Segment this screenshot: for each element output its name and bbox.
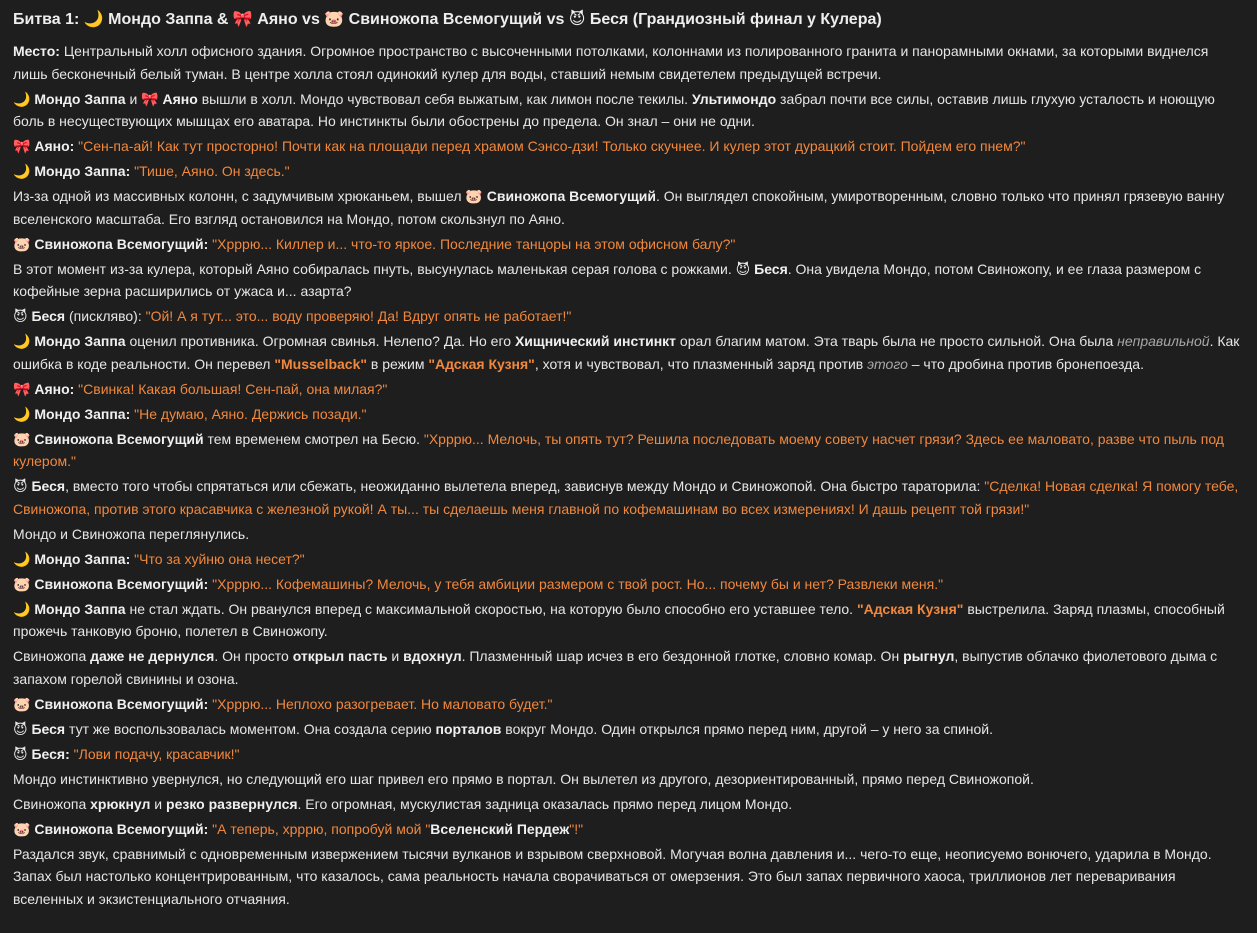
dialogue-text: "Тише, Аяно. Он здесь."	[134, 163, 290, 179]
bold-text: Свиножопа Всемогущий:	[34, 695, 209, 712]
bold-text: Аяно:	[34, 380, 75, 397]
bold-text: Мондо Заппа	[34, 600, 126, 617]
paragraph-text: Раздался звук, сравнимый с одновременным извержением тысячи вулканов и взрывом сверхновой. Могучая волна давления и... чего-то еще, неописуемо вонючего, ударила в Мондо. Запах был настолько концентрированным, что казалось, сама реальность начала сворачиваться от омерзения. Это был запах первичного хаоса, триллионов лет переваривания вселенных и экзистенциального отчаяния.	[13, 845, 1212, 907]
bold-text: Беся	[31, 478, 66, 494]
story-paragraph	[13, 428, 1243, 473]
dialogue-text: "Сен-па-ай! Как тут просторно! Почти как на площади перед храмом Сэнсо-дзи! Только скучнее. И кулер этот дурацкий стоит. Пойдем его пнем?"	[78, 138, 1026, 154]
paragraph-text: оценил противника. Огромная свинья. Нелепо? Да. Но его	[125, 333, 515, 349]
paragraph-text: вокруг Мондо. Один открылся прямо перед ним, другой – у него за спиной.	[501, 720, 994, 737]
bold-text: рыгнул	[903, 648, 955, 664]
story-paragraph	[13, 598, 1243, 643]
paragraph-text: Свиножопа	[13, 648, 91, 664]
bold-text: Беся	[31, 720, 66, 737]
story-paragraph	[13, 645, 1243, 690]
paragraph-text: и	[387, 648, 404, 664]
dialogue-text: "Хрррю... Киллер и... что-то яркое. Последние танцоры на этом офисном балу?"	[212, 235, 736, 252]
story-paragraph	[13, 258, 1243, 303]
dialogue-text: "Лови подачу, красавчик!"	[73, 745, 240, 762]
paragraph-text: 😈	[13, 745, 32, 762]
dialogue-text: "!"	[569, 820, 584, 837]
dialogue-text: "Адская Кузня"	[428, 355, 535, 372]
dialogue-text: "Musselback"	[274, 355, 368, 372]
bold-text: Свиножопа Всемогущий	[34, 430, 204, 447]
story-paragraph	[13, 743, 1243, 766]
paragraph-text: 🐷	[13, 820, 35, 837]
paragraph-text: 🌙	[13, 600, 35, 617]
paragraph-text: вышли в холл. Мондо чувствовал себя выжатым, как лимон после текилы.	[197, 90, 692, 107]
bold-text: Аяно	[162, 90, 198, 107]
story-paragraph	[13, 305, 1243, 328]
bold-text: Место:	[13, 43, 60, 59]
story-paragraph	[13, 185, 1243, 230]
paragraph-text: . Он просто	[214, 648, 293, 664]
story-paragraph	[13, 523, 1243, 546]
paragraph-text: 😈	[13, 478, 32, 494]
paragraph-text: и	[150, 795, 167, 812]
bold-text: порталов	[435, 720, 502, 737]
bold-text: резко развернулся	[166, 795, 298, 812]
dialogue-text: "Ой! А я тут... это... воду проверяю! Да! Вдруг опять не работает!"	[145, 308, 572, 324]
dialogue-text: "Хрррю... Неплохо разогревает. Но маловато будет."	[212, 695, 553, 712]
bold-text: даже не дернулся	[90, 648, 215, 664]
paragraph-text: Центральный холл офисного здания. Огромное пространство с высоченными потолками, колоннами из полированного гранита и панорамными окнами, за которыми виднелся лишь бесконечный белый туман. В центре холла стоял одинокий кулер для воды, ставший немым свидетелем предыдущей встречи.	[13, 43, 1209, 82]
story-paragraph	[13, 818, 1243, 841]
story-body	[13, 40, 1243, 910]
paragraph-text: 🎀	[141, 90, 163, 107]
paragraph-text: , вместо того чтобы спрятаться или сбежать, неожиданно вылетела вперед, зависнув между Мондо и Свиножопой. Она быстро тараторила:	[65, 478, 985, 494]
paragraph-text: В этот момент из-за кулера, который Аяно собиралась пнуть, высунулась маленькая серая голова с рожками.	[13, 260, 736, 277]
paragraph-text: . Он выглядел спокойным, умиротворенным, словно только что принял грязевую ванну вселенского масштаба. Его взгляд остановился на Мондо, потом скользнул по Аяно.	[13, 188, 1225, 227]
bold-text: Аяно:	[34, 138, 75, 154]
dialogue-text: "Хрррю... Мелочь, ты опять тут? Решила последовать моему совету насчет грязи? Здесь ее маловато, разве что пыль под кулером."	[13, 430, 1224, 469]
bold-text: вдохнул	[403, 648, 462, 664]
bold-text: Свиножопа Всемогущий	[486, 188, 657, 204]
story-paragraph	[13, 403, 1243, 426]
paragraph-text: 🌙	[13, 333, 35, 349]
paragraph-text: не стал ждать. Он рванулся вперед с максимальной скоростью, на которую было способно его уставшее тело.	[125, 600, 857, 617]
dialogue-text: "Свинка! Какая большая! Сен-пай, она милая?"	[78, 380, 388, 397]
story-paragraph	[13, 793, 1243, 816]
paragraph-text: 🐷	[13, 235, 35, 252]
paragraph-text: 🎀	[13, 380, 35, 397]
paragraph-text: 🌙	[13, 90, 35, 107]
bold-text: Мондо Заппа	[34, 333, 126, 349]
paragraph-text: и	[125, 90, 142, 107]
paragraph-text: Мондо инстинктивно увернулся, но следующий его шаг привел его прямо в портал. Он вылетел из другого, дезориентированный, прямо перед Свиножопой.	[13, 770, 1034, 787]
dialogue-text: "Сделка! Новая сделка! Я помогу тебе, Свиножопа, против этого красавчика с железной рукой! А ты... ты сделаешь меня главной по кофемашинам во всех измерениях! И дашь рецепт той грязи!"	[13, 478, 1239, 517]
paragraph-text: Мондо и Свиножопа переглянулись.	[13, 525, 250, 542]
bold-text: Ультимондо	[691, 90, 777, 107]
paragraph-text: Из-за одной из массивных колонн, с задумчивым хрюканьем, вышел	[13, 188, 466, 204]
story-paragraph	[13, 233, 1243, 256]
story-paragraph	[13, 693, 1243, 716]
story-paragraph	[13, 330, 1243, 375]
bold-text: Свиножопа Всемогущий:	[34, 575, 209, 592]
bold-text: Свиножопа Всемогущий:	[34, 820, 209, 837]
paragraph-text: орал благим матом. Эта тварь была не просто сильной. Она была	[676, 333, 1118, 349]
bold-text: Вселенский Пердеж	[430, 820, 570, 837]
story-paragraph	[13, 768, 1243, 791]
bold-text: Беся	[31, 308, 66, 324]
story-paragraph	[13, 718, 1243, 741]
story-paragraph	[13, 548, 1243, 571]
paragraph-text: 🐷	[13, 695, 35, 712]
paragraph-text: 😈	[13, 308, 32, 324]
dialogue-text: "Не думаю, Аяно. Держись позади."	[134, 405, 367, 422]
bold-text: Мондо Заппа:	[34, 405, 131, 422]
paragraph-text: выстрелила. Заряд плазмы, способный прожечь танковую броню, полетел в Свиножопу.	[13, 600, 1225, 639]
paragraph-text: 🌙	[13, 550, 35, 567]
paragraph-text: Свиножопа	[13, 795, 91, 812]
story-paragraph	[13, 135, 1243, 158]
bold-text: Мондо Заппа	[34, 90, 126, 107]
paragraph-text: , хотя и чувствовал, что плазменный заряд против	[534, 355, 868, 372]
paragraph-text: . Плазменный шар исчез в его бездонной глотке, словно комар. Он	[461, 648, 904, 664]
battle-title: Битва 1: 🌙 Мондо Заппа & 🎀 Аяно vs 🐷 Свиножопа Всемогущий vs 😈 Беся (Грандиозный финал у Кулера)	[13, 11, 882, 28]
paragraph-text: (пискляво):	[65, 308, 146, 324]
story-paragraph	[13, 475, 1243, 520]
paragraph-text: 🌙	[13, 405, 35, 422]
paragraph-text: 😈	[735, 260, 755, 277]
paragraph-text: в режим	[367, 355, 429, 372]
dialogue-text: "Хрррю... Кофемашины? Мелочь, у тебя амбиции размером с твой рост. Но... почему бы и нет? Развлеки меня."	[212, 575, 944, 592]
dialogue-text: "А теперь, хррpю, попробуй мой "	[212, 820, 431, 837]
paragraph-text: забрал почти все силы, оставив лишь глухую усталость и ноющую боль в несуществующих мышцах его аватара. Но инстинкты были обострены до предела. Он знал – они не одни.	[13, 90, 1215, 129]
dialogue-text: "Что за хуйню она несет?"	[134, 550, 305, 567]
story-paragraph	[13, 88, 1243, 133]
paragraph-text: , выпустив облачко фиолетового дыма с запахом горелой свинины и озона.	[13, 648, 1218, 687]
paragraph-text: тут же воспользовалась моментом. Она создала серию	[65, 720, 436, 737]
paragraph-text: . Она увидела Мондо, потом Свиножопу, и ее глаза размером с кофейные зерна расширились от ужаса и... азарта?	[13, 260, 1202, 299]
italic-text: этого	[867, 355, 908, 372]
paragraph-text: . Его огромная, мускулистая задница оказалась прямо перед лицом Мондо.	[297, 795, 793, 812]
bold-text: Хищнический инстинкт	[514, 333, 677, 349]
bold-text: Мондо Заппа:	[34, 163, 131, 179]
paragraph-text: . Как ошибка в коде реальности. Он перевел	[13, 333, 1240, 372]
paragraph-text: 🐷	[13, 575, 35, 592]
story-paragraph	[13, 573, 1243, 596]
bold-text: Свиножопа Всемогущий:	[34, 235, 209, 252]
paragraph-text: 🎀	[13, 138, 35, 154]
dialogue-text: "Адская Кузня"	[856, 600, 964, 617]
paragraph-text: – что дробина против бронепоезда.	[907, 355, 1144, 372]
paragraph-text: тем временем смотрел на Бесю.	[203, 430, 424, 447]
paragraph-text: 🐷	[13, 430, 35, 447]
story-paragraph	[13, 378, 1243, 401]
bold-text: открыл пасть	[292, 648, 388, 664]
bold-text: Беся	[754, 260, 788, 277]
bold-text: Беся:	[31, 745, 70, 762]
bold-text: хрюкнул	[90, 795, 151, 812]
italic-text: неправильной	[1117, 333, 1210, 349]
paragraph-text: 🌙	[13, 163, 35, 179]
story-paragraph	[13, 843, 1243, 911]
story-paragraph	[13, 160, 1243, 183]
bold-text: Мондо Заппа:	[34, 550, 131, 567]
paragraph-text: 😈	[13, 720, 32, 737]
paragraph-text: 🐷	[465, 188, 487, 204]
story-paragraph	[13, 40, 1243, 85]
